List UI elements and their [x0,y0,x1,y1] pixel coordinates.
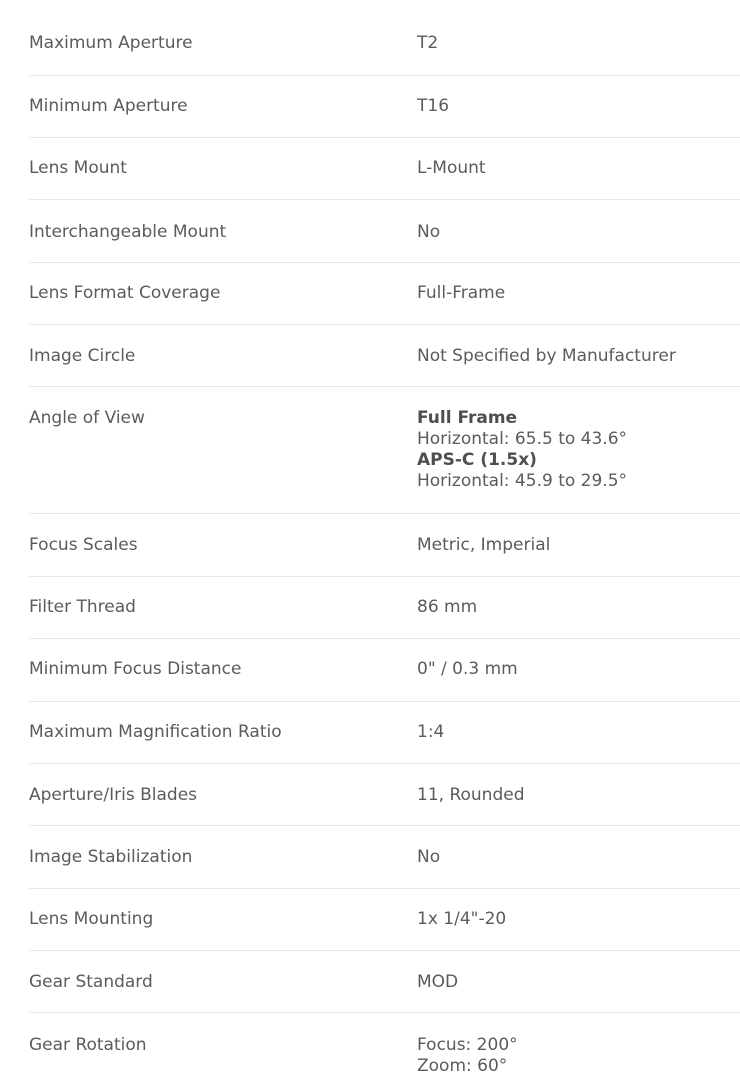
spec-value-angle-of-view [417,408,627,492]
spec-label: Filter Thread [29,597,136,617]
spec-row-filter-thread [29,577,740,639]
spec-label: Image Stabilization [29,847,193,867]
spec-label: Aperture/Iris Blades [29,785,198,805]
spec-row-gear-rotation [29,1013,740,1084]
spec-value: 11, Rounded [417,785,525,805]
spec-label: Lens Mounting [29,909,154,929]
spec-label: Image Circle [29,346,136,366]
spec-row-aperture-iris-blades [29,764,740,826]
apsc-heading: APS-C (1.5x) [417,450,537,470]
spec-label: Gear Standard [29,972,153,992]
spec-row-minimum-focus-distance [29,639,740,702]
spec-row-maximum-magnification-ratio [29,702,740,764]
spec-label: Interchangeable Mount [29,222,227,242]
spec-label: Lens Mount [29,158,127,178]
spec-value: 1x 1/4"-20 [417,909,507,929]
spec-value: T2 [417,33,439,53]
spec-row-lens-mount [29,138,740,200]
spec-row-lens-mounting [29,889,740,951]
spec-row-maximum-aperture [29,0,740,76]
spec-value: No [417,222,441,242]
spec-value: L-Mount [417,158,486,178]
full-frame-heading: Full Frame [417,408,518,428]
spec-row-image-stabilization [29,826,740,889]
full-frame-value: Horizontal: 65.5 to 43.6° [417,429,628,449]
spec-label: Maximum Magnification Ratio [29,722,282,742]
apsc-value: Horizontal: 45.9 to 29.5° [417,471,628,491]
spec-value: 86 mm [417,597,478,617]
spec-value: Metric, Imperial [417,535,551,555]
spec-value: 1:4 [417,722,445,742]
spec-label: Minimum Aperture [29,96,188,116]
spec-row-minimum-aperture [29,76,740,138]
spec-row-angle-of-view [29,387,740,514]
spec-row-interchangeable-mount [29,200,740,263]
spec-value: 0" / 0.3 mm [417,659,518,679]
spec-value-gear-rotation [417,1035,518,1077]
spec-label: Focus Scales [29,535,138,555]
spec-row-image-circle [29,325,740,387]
spec-value: MOD [417,972,459,992]
gear-rotation-zoom: Zoom: 60° [417,1056,508,1076]
gear-rotation-focus: Focus: 200° [417,1035,518,1055]
spec-value: Not Specified by Manufacturer [417,346,676,366]
spec-label: Minimum Focus Distance [29,659,242,679]
spec-label: Lens Format Coverage [29,283,221,303]
spec-value: T16 [417,96,450,116]
spec-label: Angle of View [29,408,145,428]
spec-value: No [417,847,441,867]
spec-row-lens-format-coverage [29,263,740,325]
spec-value: Full-Frame [417,283,506,303]
spec-label: Maximum Aperture [29,33,193,53]
spec-row-gear-standard [29,951,740,1013]
spec-row-focus-scales [29,514,740,577]
spec-label: Gear Rotation [29,1035,147,1055]
